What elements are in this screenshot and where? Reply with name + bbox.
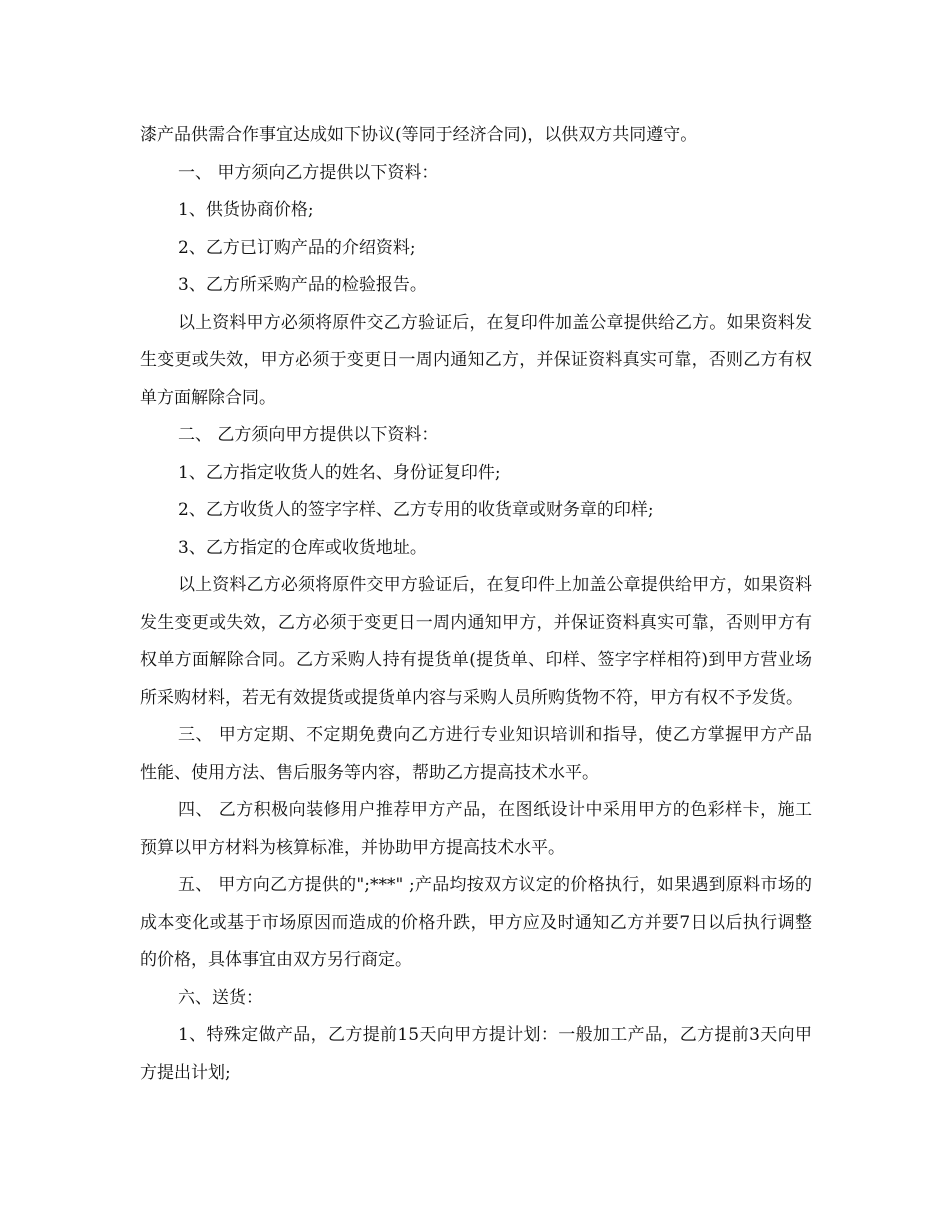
section-paragraph-5: 五、 甲方向乙方提供的";***" ;产品均按双方议定的价格执行，如果遇到原料市场的成本变化或基于市场原因而造成的价格升跌，甲方应及时通知乙方并要7日以后执行调整的价格，具体事宜由双方另行商定。 (140, 875, 812, 970)
paragraph-body: 以上资料甲方必须将原件交乙方验证后，在复印件加盖公章提供给乙方。如果资料发生变更或失效，甲方必须于变更日一周内通知乙方，并保证资料真实可靠，否则乙方有权单方面解除合同。 (140, 312, 812, 408)
list-item: 1、特殊定做产品，乙方提前15天向甲方提计划：一般加工产品，乙方提前3天向甲方提出计划; (140, 1025, 812, 1083)
section-heading-2: 二、 乙方须向甲方提供以下资料： (178, 425, 439, 445)
section-heading-6: 六、送货： (178, 987, 263, 1008)
list-item: 2、乙方已订购产品的介绍资料; (178, 237, 416, 258)
paragraph-body: 以上资料乙方必须将原件交甲方验证后，在复印件上加盖公章提供给甲方，如果资料发生变更或失效，乙方必须于变更日一周内通知甲方，并保证资料真实可靠，否则甲方有权单方面解除合同。乙方采购人持有提货单(提货单、印样、签字字样相符)到甲方营业场所采购材料，若无有效提货或提货单内容与采购人员所购货物不符，甲方有权不予发货。 (140, 575, 812, 708)
list-item: 1、乙方指定收货人的姓名、身份证复印件; (178, 462, 501, 483)
section-heading-1: 一、 甲方须向乙方提供以下资料： (178, 162, 439, 183)
list-item: 3、乙方所采购产品的检验报告。 (178, 275, 427, 295)
list-item: 2、乙方收货人的签字字样、乙方专用的收货章或财务章的印样; (178, 500, 654, 520)
paragraph-intro: 漆产品供需合作事宜达成如下协议(等同于经济合同)，以供双方共同遵守。 (140, 125, 698, 145)
list-item: 1、供货协商价格; (178, 200, 314, 220)
section-paragraph-4: 四、 乙方积极向装修用户推荐甲方产品，在图纸设计中采用甲方的色彩样卡，施工预算以甲方材料为核算标准，并协助甲方提高技术水平。 (140, 800, 812, 858)
list-item: 3、乙方指定的仓库或收货地址。 (178, 537, 427, 558)
document-body (140, 117, 812, 1092)
section-paragraph-3: 三、 甲方定期、不定期免费向乙方进行专业知识培训和指导，使乙方掌握甲方产品性能、使用方法、售后服务等内容，帮助乙方提高技术水平。 (140, 725, 812, 783)
